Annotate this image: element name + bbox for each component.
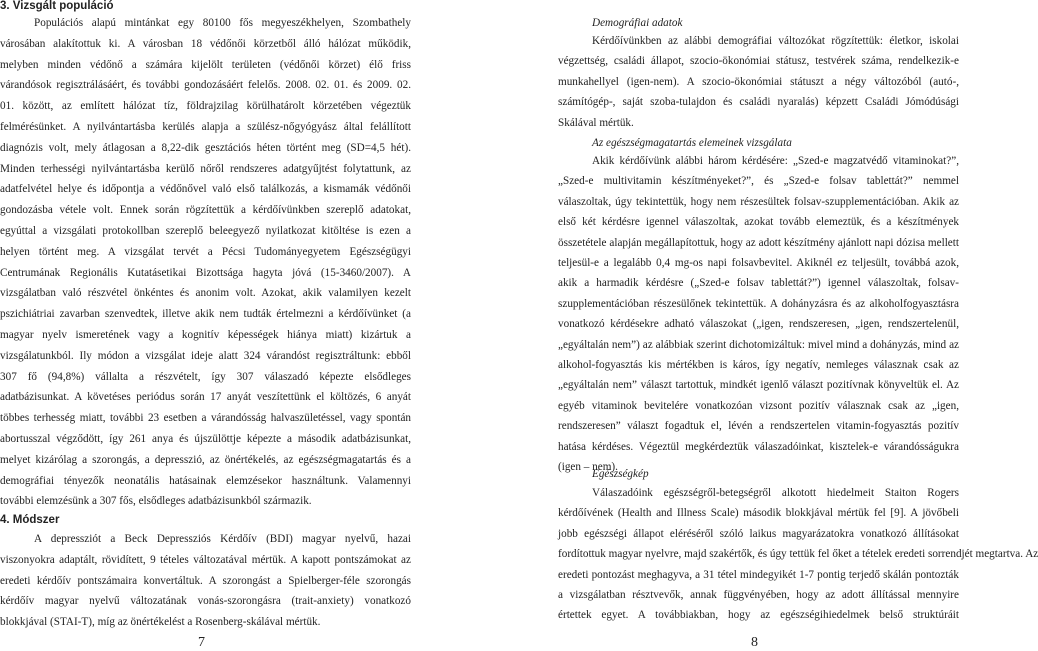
text-line: szupplementációban részesülőnek tekintettük. A dohányzásra és az alkoholfogyasztásra: [558, 297, 959, 310]
text-line: 01. között, az említett hálózat tíz, földrajzilag körülhatárolt körzetében végeztük: [0, 100, 411, 113]
left-page: [0, 0, 411, 651]
text-line: Centrumának Regionális Kutatásetikai Bizottsága hagyta jóvá (15-3460/2007). A: [0, 266, 411, 279]
text-line: jobb egészségi állapot eléréséről szóló laikus magyarázatokra vonatkozó állításokat: [558, 527, 959, 540]
text-line: Kérdőívünkben az alábbi demográfiai változókat rögzítettük: életkor, iskolai: [592, 35, 959, 47]
text-line: Akik kérdőívünk alábbi három kérdésére: „Szed-e magzatvédő vitaminokat?”,: [592, 155, 959, 167]
text-line: felmérésünket. A nyilvántartásba kerülés alapja a szülész-nőgyógyász által felállított: [0, 121, 411, 133]
text-line: hatása kérdéses. Végeztül megkérdeztük válaszadóinkat, kisztelek-e várandósságukra: [558, 440, 959, 453]
text-line: helyen történt meg. A vizsgálat tervét a Pécsi Tudományegyetem Egészségügyi: [0, 245, 411, 258]
text-line: akik a harmadik kérdésre („Szed-e folsav tablettát?”) igennel válaszoltak, folsav-: [558, 277, 959, 290]
text-line: Skálával mértük.: [558, 116, 634, 129]
text-line: vizsgálatunkból. Ily módon a vizsgálat ideje alatt 324 várandóst regisztráltunk: ebből: [0, 349, 411, 362]
page-number-right: 8: [751, 635, 758, 650]
text-line: fordítottuk magyar nyelvre, majd szakértők, és úgy tettük fel őket a tételek eredeti sorrendjét megtartva. Az: [558, 548, 1038, 561]
text-line: teljesül-e a legalább 0,4 mg-os napi folsavbevitel. Akiknél ez teljesült, továbbá azok,: [558, 257, 959, 269]
text-line: eredeti kérdőív pontszámaira konvertáltuk. A szorongást a Spielberger-féle szorongás: [0, 574, 411, 587]
text-line: „egyáltalán nem”) az alábbiak szerint dichotomizáltuk: mivel mind a dohányzás, mind az: [558, 338, 959, 351]
right-page: [558, 0, 1038, 651]
text-line: gondozásba vétele volt. Ennek során rögzítettük a kérdőívünkben szereplő adatokat,: [0, 204, 411, 217]
text-line: „Szed-e multivitamin készítményeket?”, és „Szed-e folsav tablettát?” nemmel: [558, 175, 959, 188]
text-line: melyet kizárólag a szorongás, a depresszió, az önértékelés, az egészségmagatartás és a: [0, 453, 411, 466]
text-line: alkohol-fogyasztás kis mértékben is káros, így negatív, nemleges válasznak csak az: [558, 359, 959, 371]
text-line: eredeti pontozást meghagyva, a 31 tétel mindegyikét 1-7 pontig terjedő skálán pontozták: [558, 568, 959, 581]
text-line: városában alakítottuk ki. A városban 18 védőnői körzetből álló hálózat működik,: [0, 37, 411, 50]
text-line: további elemzésünk a 307 fős, elsődleges adatbázisunkból származik.: [0, 495, 312, 508]
page-number-left: 7: [198, 635, 205, 650]
subsection-health-behaviour-heading: Az egészségmagatartás elemeinek vizsgálata: [592, 137, 792, 149]
text-line: Válaszadóink egészségről-betegségről alkotott hiedelmeit Staiton Rogers: [592, 487, 959, 499]
subsection-health-image-heading: Egészségkép: [592, 468, 649, 480]
text-line: abortusszal végződött, így 261 anya és újszülöttje képezte a második adatbázisunkat,: [0, 433, 411, 445]
text-line: diagnózis volt, mely átlagosan a 8,22-dik gesztációs héten történt meg (SD=4,5 hét).: [0, 141, 411, 154]
text-line: Minden terhességi nyilvántartásba kerülő nőről rendszeres adatgyűjtést folytattunk, az: [0, 162, 411, 175]
text-line: pszichiátriai zavarban szenvedtek, illetve akik nem tudták értelmezni a kérdőívünket (a: [0, 308, 411, 321]
text-line: adatbázisunkat. A követéses periódus során 17 anyát veszítettünk el költözés, 6 anyát: [0, 391, 411, 404]
text-line: melyben minden védőnő a számára kijelölt területen (védőnői körzet) élő friss: [0, 58, 411, 71]
text-line: „egyáltalán nem” választ tartottuk, mindkét igenlő választ pozitívnak könyveltük el. Az: [558, 379, 959, 392]
text-line: Populációs alapú mintánkat egy 80100 fős megyeszékhelyen, Szombathely: [34, 17, 411, 29]
text-line: demográfiai tényezők neonatális hatásainak elemzésekor használtunk. Valamennyi: [0, 474, 411, 487]
subsection-demographics-heading: Demográfiai adatok: [592, 17, 683, 29]
text-line: válaszoltak, úgy tekintettük, hogy nem részesültek folsav-szupplementációban. Akik az: [558, 195, 959, 208]
text-line: összetétele alapján megállapítottuk, hogy az adott készítmény ajánlott napi dózisa mellett: [558, 236, 959, 249]
text-line: első két kérdésre igennel válaszoltak, azokat tovább elemeztük, és a készítmények: [558, 216, 959, 229]
text-line: a vizsgálatban résztvevők, annak függvényében, hogy az adott állítással mennyire: [558, 589, 959, 601]
section-3-heading: 3. Vizsgált populáció: [0, 0, 114, 12]
text-line: blokkjával (STAI-T), míg az önértékelést a Rosenberg-skálával mértük.: [0, 616, 321, 629]
text-line: számítógép-, saját szoba-tulajdon és családi nyaralás) képzett Családi Jómódúsági: [558, 96, 959, 109]
text-line: kérdőívének (Health and Illness Scale) második blokkjával mértük fel [9]. A jövőbeli: [558, 507, 959, 520]
text-line: adatfelvétel helye és időpontja a védőnővel való első találkozás, a kismamák védőnői: [0, 183, 411, 196]
text-line: munkahellyel (igen-nem). A szocio-ökonómiai státuszt a négy változóból (autó-,: [558, 75, 959, 88]
text-line: vizsgálatban való részvétel önkéntes és anonim volt. Azokat, akik valamilyen kezelt: [0, 287, 411, 300]
text-line: várandósok regisztrálásáért, és további gondozásáért felelős. 2008. 02. 01. és 2009. 02.: [0, 79, 411, 92]
text-line: viszonyokra adaptált, rövidített, 9 tételes változatával mértük. A kapott pontszámokat az: [0, 553, 411, 566]
text-line: egyéb vitaminok bevitelére vonatkozóan vizsont pozitív válasznak csak az „igen,: [558, 399, 959, 412]
text-line: (igen – nem).: [558, 461, 618, 473]
text-line: rendszeresen” választ fogadtuk el, lévén a rendszertelen vitamin-fogyasztás pozitív: [558, 420, 959, 433]
section-4-heading: 4. Módszer: [0, 514, 60, 526]
text-line: vonatkozó kérdésekre adható válaszokat („igen, rendszeresen, „igen, rendszertelenül,: [558, 318, 959, 331]
text-line: értettek egyet. A továbbiakban, hogy az egészségihiedelmek belső struktúráit: [558, 609, 959, 622]
text-line: végzettség, családi állapot, szocio-ökonómiai státusz, testvérek száma, rendelkezik-e: [558, 55, 959, 68]
text-line: kérdőív magyar nyelvű változatának vonás-szorongásra (trait-anxiety) vonatkozó: [0, 595, 411, 608]
text-line: többes terhesség miatt, további 23 esetben a várandósság halvaszületéssel, vagy spontán: [0, 412, 411, 425]
text-line: magyar nyelv ismeretének vagy a kognitív képességek hiánya miatt) kizártuk a: [0, 329, 411, 341]
text-line: 307 fő (94,8%) vállalta a részvételt, így 307 válaszadó képezte elsődleges: [0, 370, 411, 383]
text-line: egyúttal a vizsgálati protokollban szereplő beleegyező nyilatkozat kitöltése is ezen a: [0, 225, 411, 237]
text-line: A depressziót a Beck Depressziós Kérdőív (BDI) magyar nyelvű, hazai: [34, 533, 411, 545]
